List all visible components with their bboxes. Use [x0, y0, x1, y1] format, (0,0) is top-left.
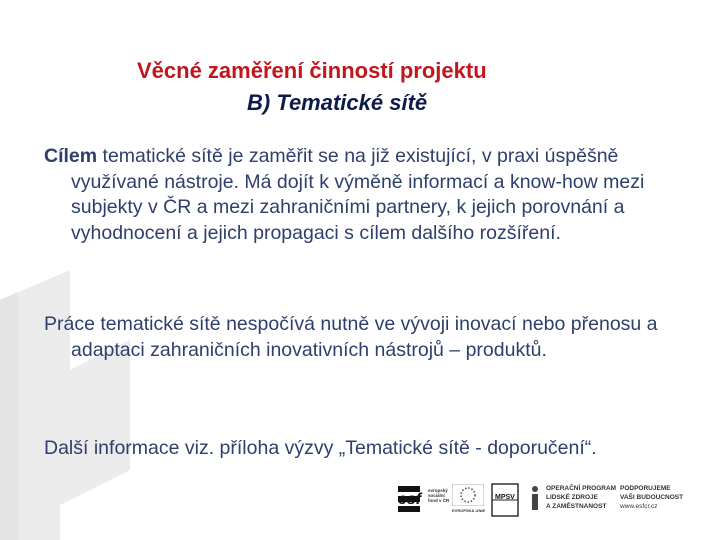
paragraph-more-info	[44, 428, 684, 468]
mpsv-logo	[490, 482, 520, 518]
support-slogan	[620, 482, 690, 518]
title-main: Věcné zaměření činností projektu	[137, 58, 487, 83]
title-sub: B) Tematické sítě	[247, 90, 428, 115]
mpsv-label: MPSV	[495, 494, 515, 501]
work-text: Práce tematické sítě nespočívá nutně ve vývoji inovací nebo přenosu a adaptaci zahraničních inovativních nástrojů – produktů.	[44, 313, 658, 361]
support-text-1: PODPORUJEME	[620, 485, 671, 492]
op-lzz-logo	[528, 482, 617, 518]
esf-label: esf	[398, 491, 422, 508]
footer-logo-strip	[392, 478, 692, 522]
goal-text: tematické sítě je zaměřit se na již existující, v praxi úspěšně využívané nástroje. Má dojít k výměně informací a know-how mezi subjekty v ČR a mezi zahraničními partnery, k jejich porovnání a vyhodnocení a jejich propagaci s cílem dalšího rozšíření.	[71, 145, 645, 244]
eu-flag-logo	[452, 484, 484, 516]
paragraph-goal	[44, 144, 684, 246]
support-text-2: VAŠI BUDOUCNOST	[620, 494, 684, 501]
op-text-2: LIDSKÉ ZDROJE	[546, 494, 599, 501]
op-text-1: OPERAČNÍ PROGRAM	[546, 485, 617, 492]
op-text-3: A ZAMĚSTNANOST	[546, 503, 607, 510]
eu-flag-icon	[452, 484, 484, 506]
paragraph-work	[44, 312, 684, 363]
support-url: www.esfcr.cz	[620, 503, 658, 510]
eu-small-text: EVROPSKÁ UNIE	[452, 508, 486, 513]
more-info-text: Další informace viz. příloha výzvy „Tematické sítě - doporučení“.	[44, 437, 597, 459]
op-lzz-icon	[528, 484, 542, 514]
goal-lead: Cílem	[44, 145, 98, 167]
esf-logo	[398, 484, 452, 516]
esf-small-text: evropský sociální fond v ČR	[428, 488, 450, 503]
